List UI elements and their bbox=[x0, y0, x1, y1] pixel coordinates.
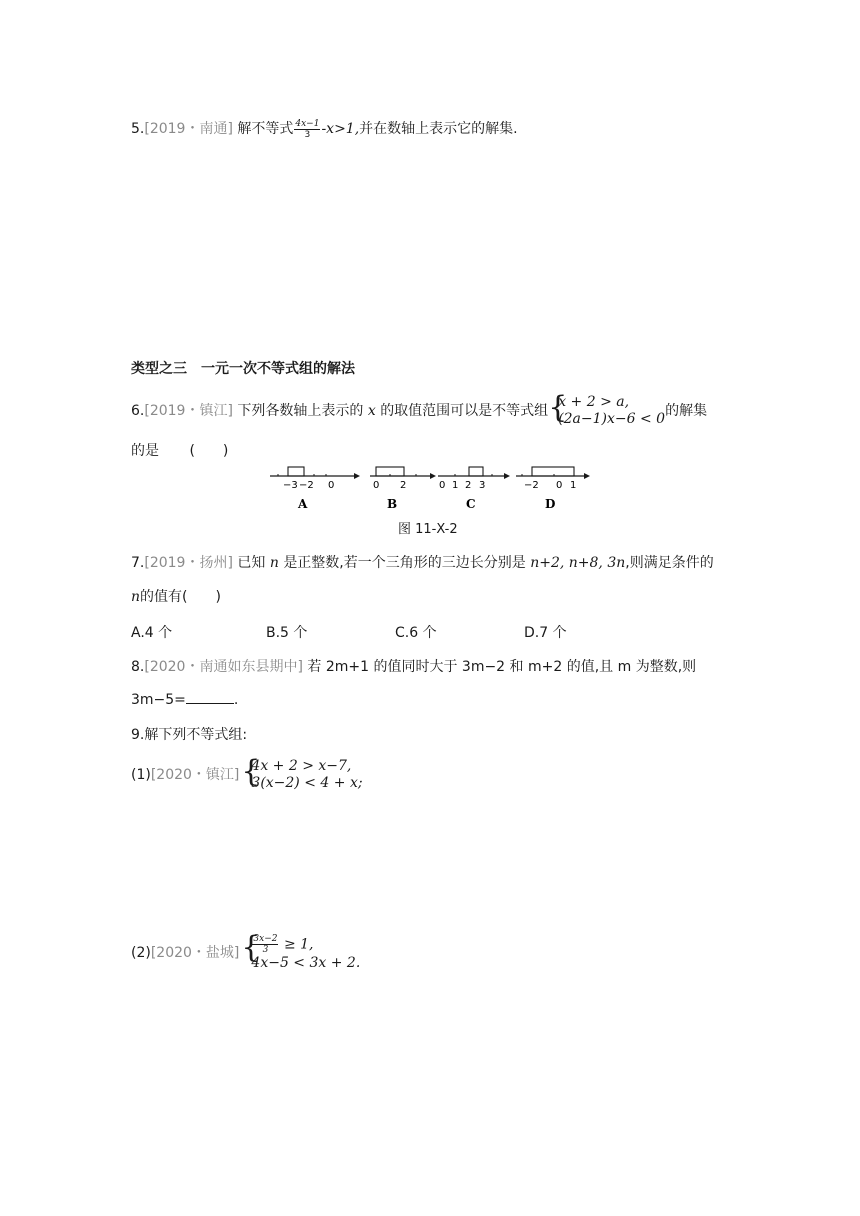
choice-a[interactable]: A.4 个 bbox=[131, 625, 173, 641]
question-9-part-1: (1)[2020・镇江] { 4x + 2 > x−7, 3(x−2) < 4 + x; bbox=[131, 754, 363, 791]
number-line-d bbox=[516, 467, 590, 511]
inequality-system: { 4x + 2 > x−7, 3(x−2) < 4 + x; bbox=[241, 754, 363, 791]
tick-label: 0 bbox=[373, 480, 380, 491]
question-text: 解不等式 bbox=[237, 121, 294, 137]
choice-d[interactable]: D.7 个 bbox=[524, 625, 567, 641]
question-source: [2019・南通] bbox=[144, 121, 233, 137]
number-line-a bbox=[270, 467, 360, 511]
brace-icon: { bbox=[548, 390, 568, 425]
question-number: 5. bbox=[131, 121, 145, 137]
answer-blank[interactable] bbox=[186, 690, 234, 704]
inequality-system: { x + 2 > a, (2a−1)x−6 < 0 bbox=[548, 390, 666, 427]
tick-label: −3 bbox=[283, 480, 298, 491]
tick-label: 2 bbox=[465, 480, 472, 491]
tick-label: 0 bbox=[328, 480, 335, 491]
choice-c[interactable]: C.6 个 bbox=[395, 625, 437, 641]
figure-caption: 图 11-X-2 bbox=[398, 522, 458, 537]
question-6-line2: 的是 ( ) bbox=[131, 443, 229, 459]
question-8: 8.[2020・南通如东县期中] 若 2m+1 的值同时大于 3m−2 和 m+2 的值,且 m 为整数,则 bbox=[131, 659, 697, 675]
brace-icon: { bbox=[241, 930, 261, 965]
inequality-system: { $\frac{3x-2}{3}$ ≥ 1, 4x−5 < 3x + 2. bbox=[241, 930, 361, 971]
fraction: $\frac{4x-1}{3}$ bbox=[295, 118, 320, 140]
number-line-b bbox=[370, 467, 436, 511]
question-6: 6.[2019・镇江] 下列各数轴上表示的 x 的取值范围可以是不等式组 { x + 2 > a, (2a−1)x−6 < 0 的解集 bbox=[131, 390, 708, 427]
number-line-figure bbox=[266, 462, 596, 514]
question-9: 9.解下列不等式组: bbox=[131, 727, 248, 743]
tick-label: −2 bbox=[524, 480, 539, 491]
question-7-line2: n的值有( ) bbox=[131, 589, 221, 605]
option-letter: D bbox=[545, 497, 556, 511]
choice-b[interactable]: B.5 个 bbox=[266, 625, 308, 641]
option-letter: A bbox=[298, 497, 308, 511]
tick-label: 2 bbox=[400, 480, 407, 491]
tick-label: −2 bbox=[299, 480, 314, 491]
section-heading: 类型之三 一元一次不等式组的解法 bbox=[131, 361, 355, 377]
option-letter: C bbox=[466, 497, 476, 511]
option-letter: B bbox=[387, 497, 398, 511]
tick-label: 3 bbox=[479, 480, 486, 491]
question-5: 5.[2019・南通] 解不等式 $\frac{4x-1}{3}$ -x>1,并在数轴上表示它的解集. bbox=[131, 118, 518, 140]
number-line-c bbox=[438, 467, 510, 511]
question-7: 7.[2019・扬州] 已知 n 是正整数,若一个三角形的三边长分别是 n+2, n+8, 3n,则满足条件的 bbox=[131, 555, 714, 571]
question-9-part-2: (2)[2020・盐城] { $\frac{3x-2}{3}$ ≥ 1, 4x−5 < 3x + 2. bbox=[131, 930, 361, 971]
brace-icon: { bbox=[241, 754, 261, 789]
tick-label: 1 bbox=[452, 480, 459, 491]
tick-label: 1 bbox=[570, 480, 577, 491]
fraction: $\frac{3x-2}{3}$ bbox=[253, 934, 278, 955]
question-8-line2: 3m−5= . bbox=[131, 692, 239, 708]
tick-label: 0 bbox=[439, 480, 446, 491]
tick-label: 0 bbox=[556, 480, 563, 491]
